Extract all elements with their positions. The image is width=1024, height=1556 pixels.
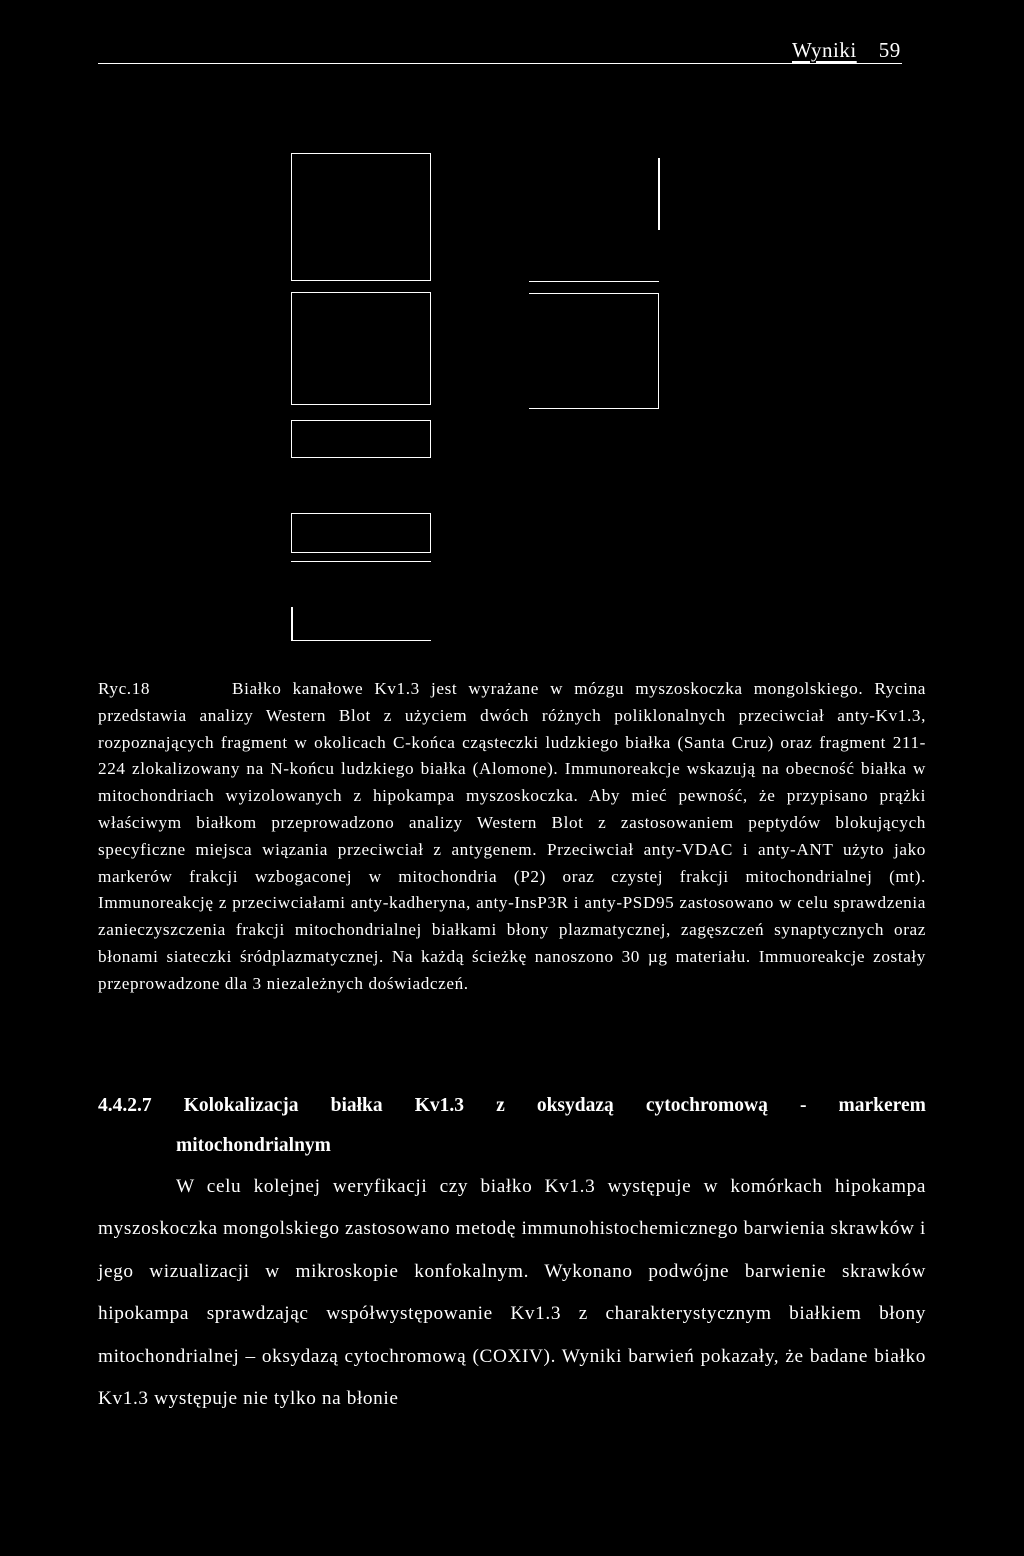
figure-label: Ryc.18 [98,679,151,698]
body-paragraph [98,1166,926,1420]
blot-panel-left-1 [291,153,431,281]
running-header [792,38,901,63]
section-heading [98,1086,926,1166]
heading-word: cytochromową [645,1095,768,1116]
heading-word: Kv1.3 [414,1095,465,1116]
page-number: 59 [878,38,901,62]
body-paragraph-text: W celu kolejnej weryfikacji czy białko Kv1.3 występuje w komórkach hipokampa myszoskoczka mongolskiego zastosowano metodę immunohistochemicznego barwienia skrawków i jego wizualizacji w mikroskopie konfokalnym. Wykonano podwójne barwienie skrawków hipokampa sprawdzając współwystępowanie Kv1.3 z charakterystycznym białkiem błony mitochondrialnej – oksydazą cytochromową (COXIV). Wyniki barwień pokazały, że badane białko Kv1.3 występuje nie tylko na błonie [98,1176,926,1410]
blot-panel-right-1-edge [658,158,660,230]
heading-word: Kolokalizacja [183,1095,299,1116]
heading-word: białka [330,1095,383,1116]
figure-caption-text: Białko kanałowe Kv1.3 jest wyrażane w mózgu myszoskoczka mongolskiego. Rycina przedstawia analizy Western Blot z użyciem dwóch różnych poliklonalnych przeciwciał anty-Kv1.3, rozpoznających fragment w okolicach C-końca cząsteczki ludzkiego białka (Santa Cruz) oraz fragment 211-224 zlokalizowany na N-końcu ludzkiego białka (Alomone). Immunoreakcje wskazują na obecność białka w mitochondriach wyizolowanych z hipokampa myszoskoczka. Aby mieć pewność, że przypisano prążki właściwym białkom przeprowadzono analizy Western Blot z zastosowaniem peptydów blokujących specyficzne miejsca wiązania przeciwciał z antygenem. Przeciwciał anty-VDAC i anty-ANT użyto jako markerów frakcji wzbogaconej w mitochondria (P2) oraz czystej frakcji mitochondrialnej (mt). Immunoreakcję z przeciwciałami anty-kadheryna, anty-InsP3R i anty-PSD95 zastosowano w celu sprawdzenia zanieczyszczenia frakcji mitochondrialnej białkami błony plazmatycznej, zagęszczeń synaptycznych oraz błonami siateczki śródplazmatycznej. Na każdą ścieżkę nanoszono 30 µg materiału. Immuoreakcje zostały przeprowadzone dla 3 niezależnych doświadczeń. [98,679,926,993]
heading-word: markerem [838,1095,926,1116]
blot-divider-right [529,281,659,282]
section-number: 4.4.2.7 [98,1095,152,1116]
blot-panel-left-2 [291,292,431,405]
heading-word: z [496,1095,505,1116]
heading-word: - [799,1095,807,1116]
blot-divider [291,561,431,562]
blot-panel-left-5-edge [291,607,293,640]
header-section-title: Wyniki [792,38,857,62]
section-heading-continuation: mitochondrialnym [176,1135,331,1156]
blot-panel-left-4 [291,513,431,553]
figure-caption [98,676,926,998]
blot-panel-left-3 [291,420,431,458]
blot-panel-left-5-base [291,640,431,641]
section-heading-line [98,1086,926,1126]
heading-word: oksydazą [536,1095,614,1116]
blot-panel-right-2 [529,293,659,409]
header-rule [98,63,902,64]
